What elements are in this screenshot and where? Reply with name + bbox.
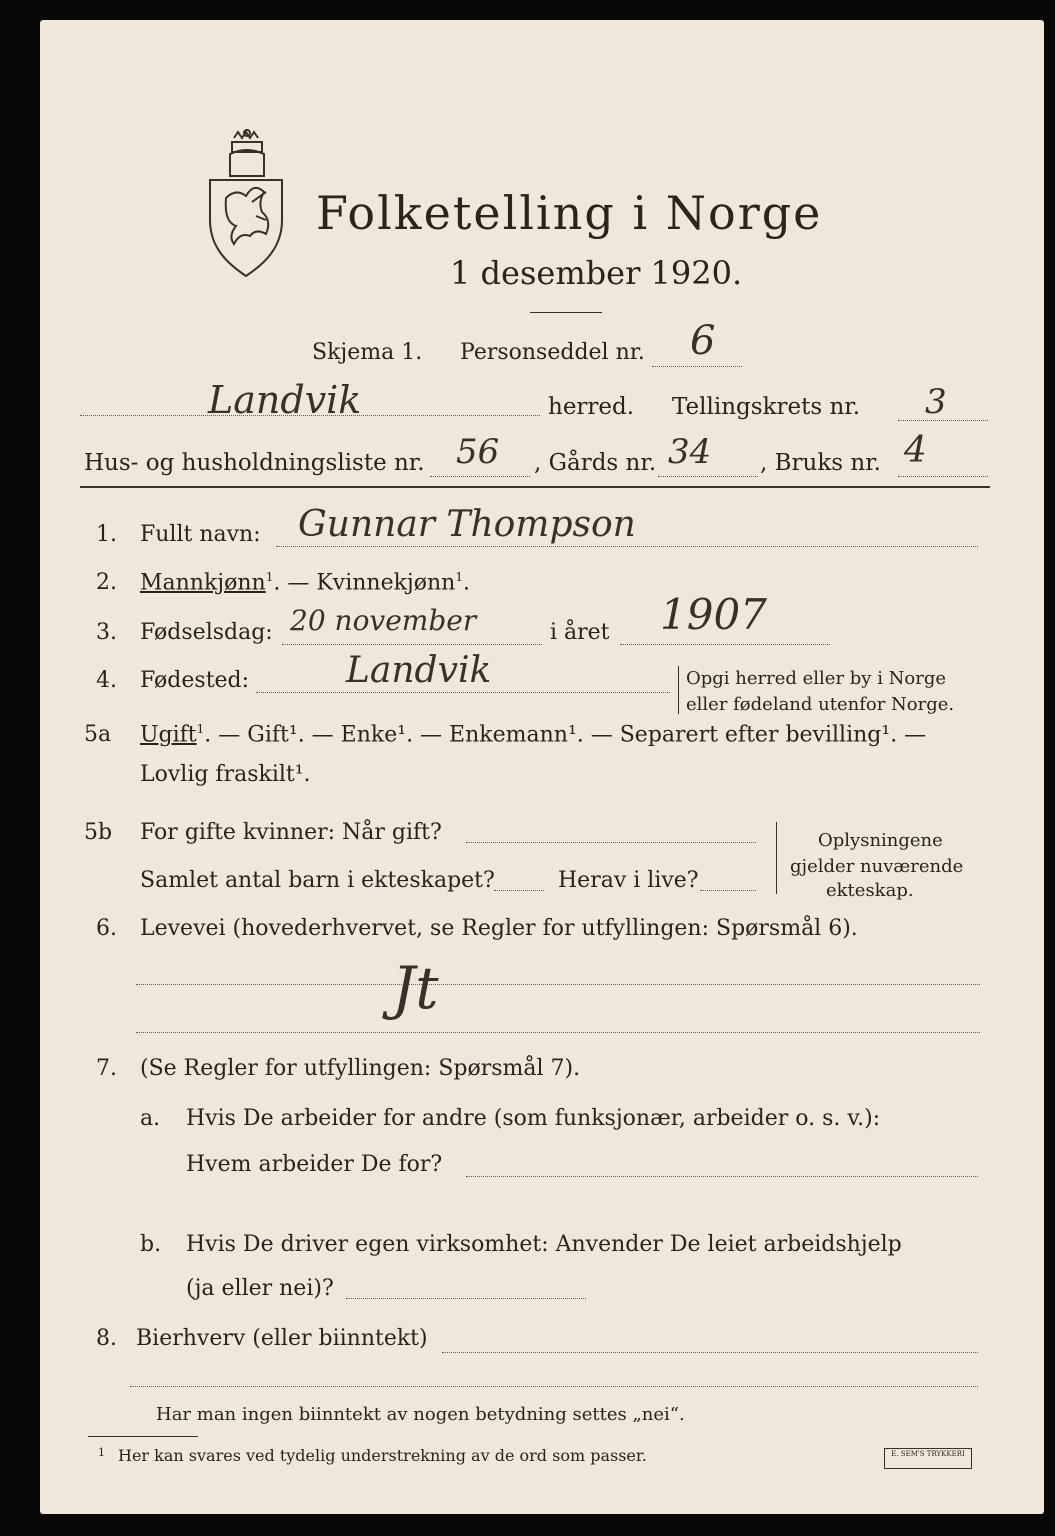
q5b-children-label: Samlet antal barn i ekteskapet? — [140, 868, 495, 893]
no-income-note: Har man ingen biinntekt av nogen betydning settes „nei“. — [156, 1404, 685, 1425]
q5b-alive-label: Herav i live? — [558, 868, 699, 893]
header-divider — [80, 486, 990, 488]
option-separator: . — — [273, 570, 317, 596]
gards-field-line — [658, 476, 758, 477]
q5b-married-when-label: For gifte kvinner: Når gift? — [140, 820, 442, 845]
full-name-value[interactable]: Gunnar Thompson — [298, 504, 636, 545]
option-end: . — [462, 570, 470, 596]
marriage-note-line1: Oplysningene — [818, 830, 943, 851]
option-kvinnekjonn[interactable]: Kvinnekjønn — [316, 570, 456, 596]
herred-value[interactable]: Landvik — [208, 378, 362, 422]
footnote-ref: 1 — [265, 570, 274, 584]
bruks-value[interactable]: 4 — [904, 430, 927, 471]
option-mannkjonn[interactable]: Mannkjønn — [140, 570, 266, 596]
footnote-ref: 1 — [455, 570, 463, 584]
q1-label: Fullt navn: — [140, 522, 261, 547]
bruks-label: , Bruks nr. — [760, 450, 881, 476]
side-income-field-line-1 — [442, 1352, 978, 1353]
q7b-hired-help-label: (ja eller nei)? — [186, 1276, 334, 1301]
form-title: Folketelling i Norge — [316, 186, 823, 240]
marriage-note-line3: ekteskap. — [826, 880, 914, 901]
occupation-value[interactable]: Jt — [392, 954, 439, 1022]
q7-label: (Se Regler for utfyllingen: Spørsmål 7). — [140, 1056, 581, 1081]
q7a-text: Hvis De arbeider for andre (som funksjonær, arbeider o. s. v.): — [186, 1106, 881, 1131]
employer-field-line — [466, 1176, 978, 1177]
alive-field-line — [700, 890, 756, 891]
children-field-line — [494, 890, 544, 891]
occupation-field-line-2 — [136, 1032, 980, 1033]
bruks-field-line — [898, 476, 988, 477]
tellingskrets-label: Tellingskrets nr. — [672, 394, 861, 420]
option-ugift[interactable]: Ugift — [140, 722, 197, 748]
married-when-field-line — [466, 842, 756, 843]
birthplace-value[interactable]: Landvik — [346, 650, 492, 691]
q3-number: 3. — [96, 620, 117, 645]
hus-value[interactable]: 56 — [456, 432, 500, 472]
q7-number: 7. — [96, 1056, 117, 1081]
q2-number: 2. — [96, 570, 117, 595]
marriage-note-line2: gjelder nuværende — [790, 856, 964, 877]
footnote-ref: 1 — [196, 722, 205, 736]
q2-options — [140, 570, 470, 595]
hus-label: Hus- og husholdningsliste nr. — [84, 450, 425, 476]
q4-label: Fødested: — [140, 668, 250, 693]
birthplace-note-line1: Opgi herred eller by i Norge — [686, 668, 947, 689]
q7b-text: Hvis De driver egen virksomhet: Anvender De leiet arbeidshjelp — [186, 1232, 902, 1257]
birth-year-field-line — [620, 644, 830, 645]
gards-label: , Gårds nr. — [534, 450, 657, 476]
birthdate-value[interactable]: 20 november — [290, 604, 477, 637]
q7b-letter: b. — [140, 1232, 162, 1257]
full-name-field-line — [276, 546, 978, 547]
hus-field-line — [430, 476, 530, 477]
q5b-number: 5b — [84, 820, 113, 845]
personseddel-label: Personseddel nr. — [460, 340, 645, 365]
marital-status-options[interactable]: . — Gift¹. — Enke¹. — Enkemann¹. — Separert efter bevilling¹. — — [204, 722, 927, 748]
birthplace-field-line — [256, 692, 670, 693]
q4-number: 4. — [96, 668, 117, 693]
norway-coat-of-arms-icon — [196, 128, 296, 280]
title-divider — [530, 312, 602, 313]
birthdate-field-line — [282, 644, 542, 645]
q8-label: Bierhverv (eller biinntekt) — [136, 1326, 428, 1351]
birthplace-note-line2: eller fødeland utenfor Norge. — [686, 694, 955, 715]
q7a-employer-label: Hvem arbeider De for? — [186, 1152, 443, 1177]
q1-number: 1. — [96, 522, 117, 547]
q5a-options — [140, 722, 926, 747]
birth-year-label: i året — [550, 620, 610, 645]
skjema-label: Skjema 1. — [312, 340, 423, 365]
option-lovlig-fraskilt[interactable]: Lovlig fraskilt¹. — [140, 762, 311, 787]
footer-divider — [88, 1436, 198, 1437]
marriage-note-brace — [776, 822, 777, 894]
footnote-mark: 1 — [98, 1446, 105, 1459]
occupation-field-line-1 — [136, 984, 980, 985]
footnote-text: Her kan svares ved tydelig understrekning av de ord som passer. — [118, 1446, 647, 1465]
printer-stamp — [884, 1448, 972, 1469]
q8-number: 8. — [96, 1326, 117, 1351]
birthplace-note-brace — [678, 666, 679, 714]
herred-label: herred. — [548, 394, 635, 420]
q3-label: Fødselsdag: — [140, 620, 273, 645]
q6-number: 6. — [96, 916, 117, 941]
personseddel-field-line — [652, 366, 742, 367]
q6-label: Levevei (hovederhvervet, se Regler for utfyllingen: Spørsmål 6). — [140, 916, 858, 941]
birth-year-value[interactable]: 1907 — [660, 590, 767, 639]
tellingskrets-value[interactable]: 3 — [925, 382, 947, 422]
q7a-letter: a. — [140, 1106, 161, 1131]
side-income-field-line-2 — [130, 1386, 978, 1387]
hired-help-field-line — [346, 1298, 586, 1299]
printer-stamp-text: E. SEM'S TRYKKERI — [891, 1450, 965, 1458]
personseddel-number[interactable]: 6 — [690, 318, 716, 364]
q5a-number: 5a — [84, 722, 112, 747]
census-date: 1 desember 1920. — [450, 254, 743, 292]
gards-value[interactable]: 34 — [668, 432, 712, 472]
